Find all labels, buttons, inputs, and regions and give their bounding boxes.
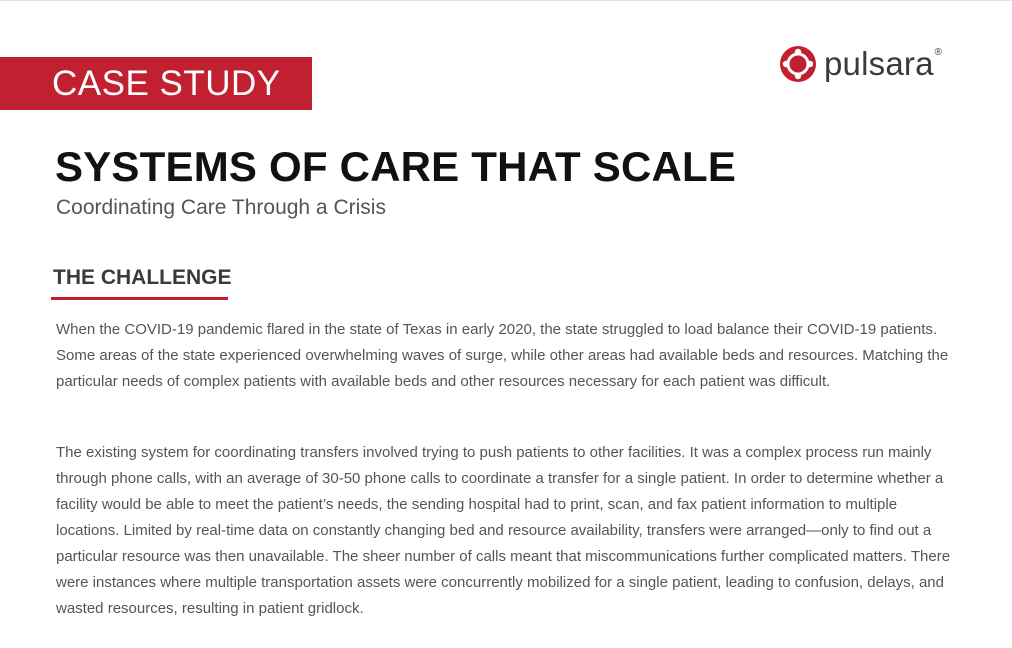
body-paragraph: When the COVID-19 pandemic flared in the state of Texas in early 2020, the state struggled to load balance their COVID-19 patients. Some areas of the state experienced overwhelming waves of surge, while other areas had available beds and resources. Matching the particular needs of complex patients with available beds and other resources necessary for each patient was difficult. — [56, 321, 949, 390]
pulsara-logo — [778, 44, 942, 84]
section-heading-underline — [51, 297, 228, 300]
banner-label: CASE STUDY — [52, 63, 281, 103]
section-heading: THE CHALLENGE — [53, 266, 232, 289]
pulsara-logo-icon — [778, 44, 818, 84]
page-title: SYSTEMS OF CARE THAT SCALE — [55, 143, 737, 190]
case-study-banner — [0, 57, 312, 110]
registered-mark: ® — [934, 46, 943, 58]
page-top-border — [0, 0, 1012, 1]
page-subtitle: Coordinating Care Through a Crisis — [56, 196, 386, 219]
logo-wordmark: pulsara — [824, 45, 934, 82]
body-paragraph: The existing system for coordinating transfers involved trying to push patients to other facilities. It was a complex process run mainly through phone calls, with an average of 30-50 phone calls to coordinate a transfer for a single patient. In order to determine whether a facility would be able to meet the patient’s needs, the sending hospital had to print, scan, and fax patient information to multiple locations. Limited by real-time data on constantly changing bed and resource availability, transfers were arranged—only to find out a particular resource was then unavailable. The sheer number of calls meant that miscommunications further complicated matters. There were instances where multiple transportation assets were concurrently mobilized for a single patient, leading to confusion, delays, and wasted resources, resulting in patient gridlock. — [56, 444, 951, 617]
